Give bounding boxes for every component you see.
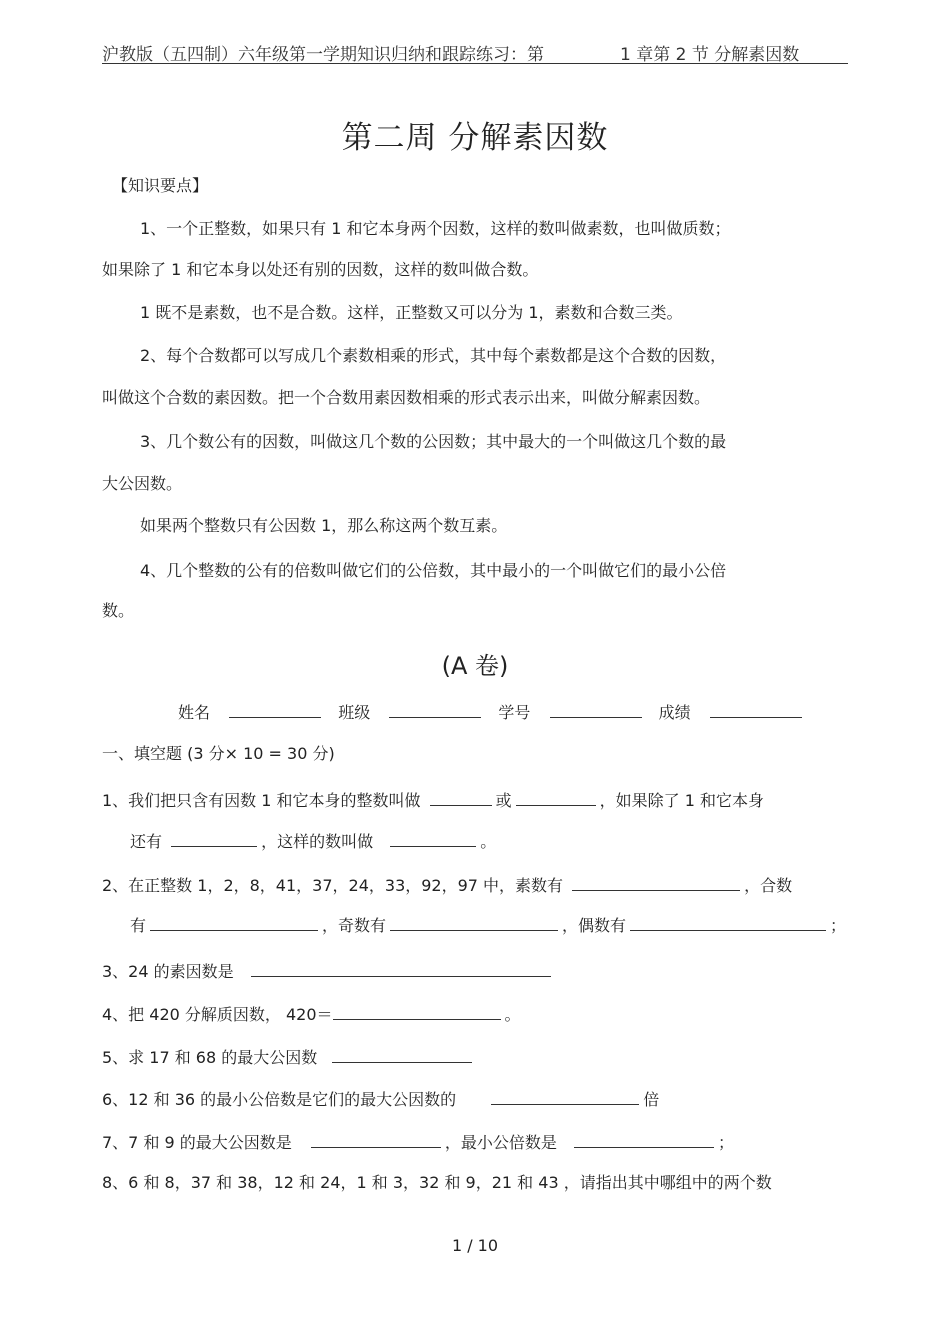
- answer-blank[interactable]: [251, 959, 551, 977]
- score-field[interactable]: [710, 700, 802, 718]
- question-1-text-e: ，这样的数叫做: [261, 832, 374, 851]
- question-2-text-c: 有: [130, 916, 147, 935]
- answer-blank[interactable]: [171, 829, 257, 847]
- knowledge-p2-line1: 2、每个合数都可以写成几个素数相乘的形式，其中每个素数都是这个合数的因数，: [140, 346, 727, 365]
- answer-blank[interactable]: [630, 913, 826, 931]
- question-7: [102, 1130, 734, 1154]
- knowledge-p3-line2: 大公因数。: [102, 474, 183, 493]
- question-2-line2: [130, 913, 846, 937]
- question-1-text-a: 1、我们把只含有因数 1 和它本身的整数叫做: [102, 791, 421, 810]
- student-id-field[interactable]: [550, 700, 642, 718]
- answer-blank[interactable]: [572, 873, 740, 891]
- running-header-left: 沪教版（五四制）六年级第一学期知识归纳和跟踪练习：第: [102, 45, 544, 65]
- answer-blank[interactable]: [574, 1130, 714, 1148]
- question-2-text-d: ，奇数有: [322, 916, 387, 935]
- knowledge-p1-line1: 1、一个正整数，如果只有 1 和它本身两个因数，这样的数叫做素数，也叫做质数；: [140, 219, 731, 238]
- answer-blank[interactable]: [332, 1045, 472, 1063]
- question-4-text-b: 。: [504, 1005, 521, 1024]
- question-2-text-b: ，合数: [744, 876, 793, 895]
- question-3-text: 3、24 的素因数是: [102, 962, 234, 981]
- knowledge-p1-line2: 如果除了 1 和它本身以处还有别的因数，这样的数叫做合数。: [102, 260, 539, 279]
- answer-blank[interactable]: [491, 1087, 639, 1105]
- question-7-text-b: ，最小公倍数是: [444, 1133, 557, 1152]
- answer-blank[interactable]: [430, 788, 492, 806]
- question-4-text-a: 4、把 420 分解质因数， 420＝: [102, 1005, 333, 1024]
- question-6-text-b: 倍: [643, 1090, 660, 1109]
- header-rule: [102, 63, 848, 64]
- knowledge-p1-line3: 1 既不是素数，也不是合数。这样，正整数又可以分为 1，素数和合数三类。: [140, 303, 683, 322]
- question-2-text-f: ；: [830, 916, 847, 935]
- question-5: [102, 1045, 476, 1069]
- answer-blank[interactable]: [516, 788, 596, 806]
- answer-blank[interactable]: [390, 829, 476, 847]
- page-number: 1 / 10: [451, 1236, 499, 1255]
- question-1-text-b: 或: [495, 791, 512, 810]
- class-label: 班级: [338, 703, 371, 722]
- answer-blank[interactable]: [390, 913, 558, 931]
- question-2-text-e: ，偶数有: [562, 916, 627, 935]
- question-6-text-a: 6、12 和 36 的最小公倍数是它们的最大公因数的: [102, 1090, 457, 1109]
- name-field[interactable]: [229, 700, 321, 718]
- paper-title: (A 卷): [441, 652, 509, 680]
- student-info-row: [178, 700, 806, 724]
- question-1-text-c: ，如果除了 1 和它本身: [599, 791, 765, 810]
- question-4: [102, 1002, 521, 1026]
- knowledge-p2-line2: 叫做这个合数的素因数。把一个合数用素因数相乘的形式表示出来，叫做分解素因数。: [102, 388, 711, 407]
- page-title: 第二周 分解素因数: [341, 120, 609, 156]
- question-7-text-c: ；: [718, 1133, 735, 1152]
- question-1-line1: [102, 788, 764, 812]
- knowledge-p4-line1: 4、几个整数的公有的倍数叫做它们的公倍数，其中最小的一个叫做它们的最小公倍: [140, 561, 727, 580]
- question-8: 8、6 和 8，37 和 38，12 和 24，1 和 3，32 和 9，21 和 43 ，请指出其中哪组中的两个数: [102, 1173, 772, 1192]
- student-id-label: 学号: [498, 703, 531, 722]
- question-2-text-a: 2、在正整数 1，2，8，41，37，24，33，92，97 中，素数有: [102, 876, 564, 895]
- score-label: 成绩: [658, 703, 691, 722]
- knowledge-p3-line1: 3、几个数公有的因数，叫做这几个数的公因数；其中最大的一个叫做这几个数的最: [140, 432, 727, 451]
- question-1-line2: [130, 829, 496, 853]
- question-2-line1: [102, 873, 792, 897]
- knowledge-p4-line2: 数。: [102, 601, 135, 620]
- question-3: [102, 959, 555, 983]
- question-6: [102, 1087, 659, 1111]
- running-header-right: 1 章第 2 节 分解素因数: [620, 45, 800, 65]
- answer-blank[interactable]: [150, 913, 318, 931]
- section-heading-fill-in: 一、填空题 (3 分× 10 = 30 分): [102, 744, 335, 763]
- answer-blank[interactable]: [333, 1002, 501, 1020]
- knowledge-heading: 【知识要点】: [112, 176, 209, 195]
- question-1-text-f: 。: [480, 832, 497, 851]
- question-7-text-a: 7、7 和 9 的最大公因数是: [102, 1133, 292, 1152]
- knowledge-p3-line3: 如果两个整数只有公因数 1，那么称这两个数互素。: [140, 516, 508, 535]
- name-label: 姓名: [178, 703, 211, 722]
- question-5-text: 5、求 17 和 68 的最大公因数: [102, 1048, 318, 1067]
- answer-blank[interactable]: [311, 1130, 441, 1148]
- question-1-text-d: 还有: [130, 832, 163, 851]
- class-field[interactable]: [389, 700, 481, 718]
